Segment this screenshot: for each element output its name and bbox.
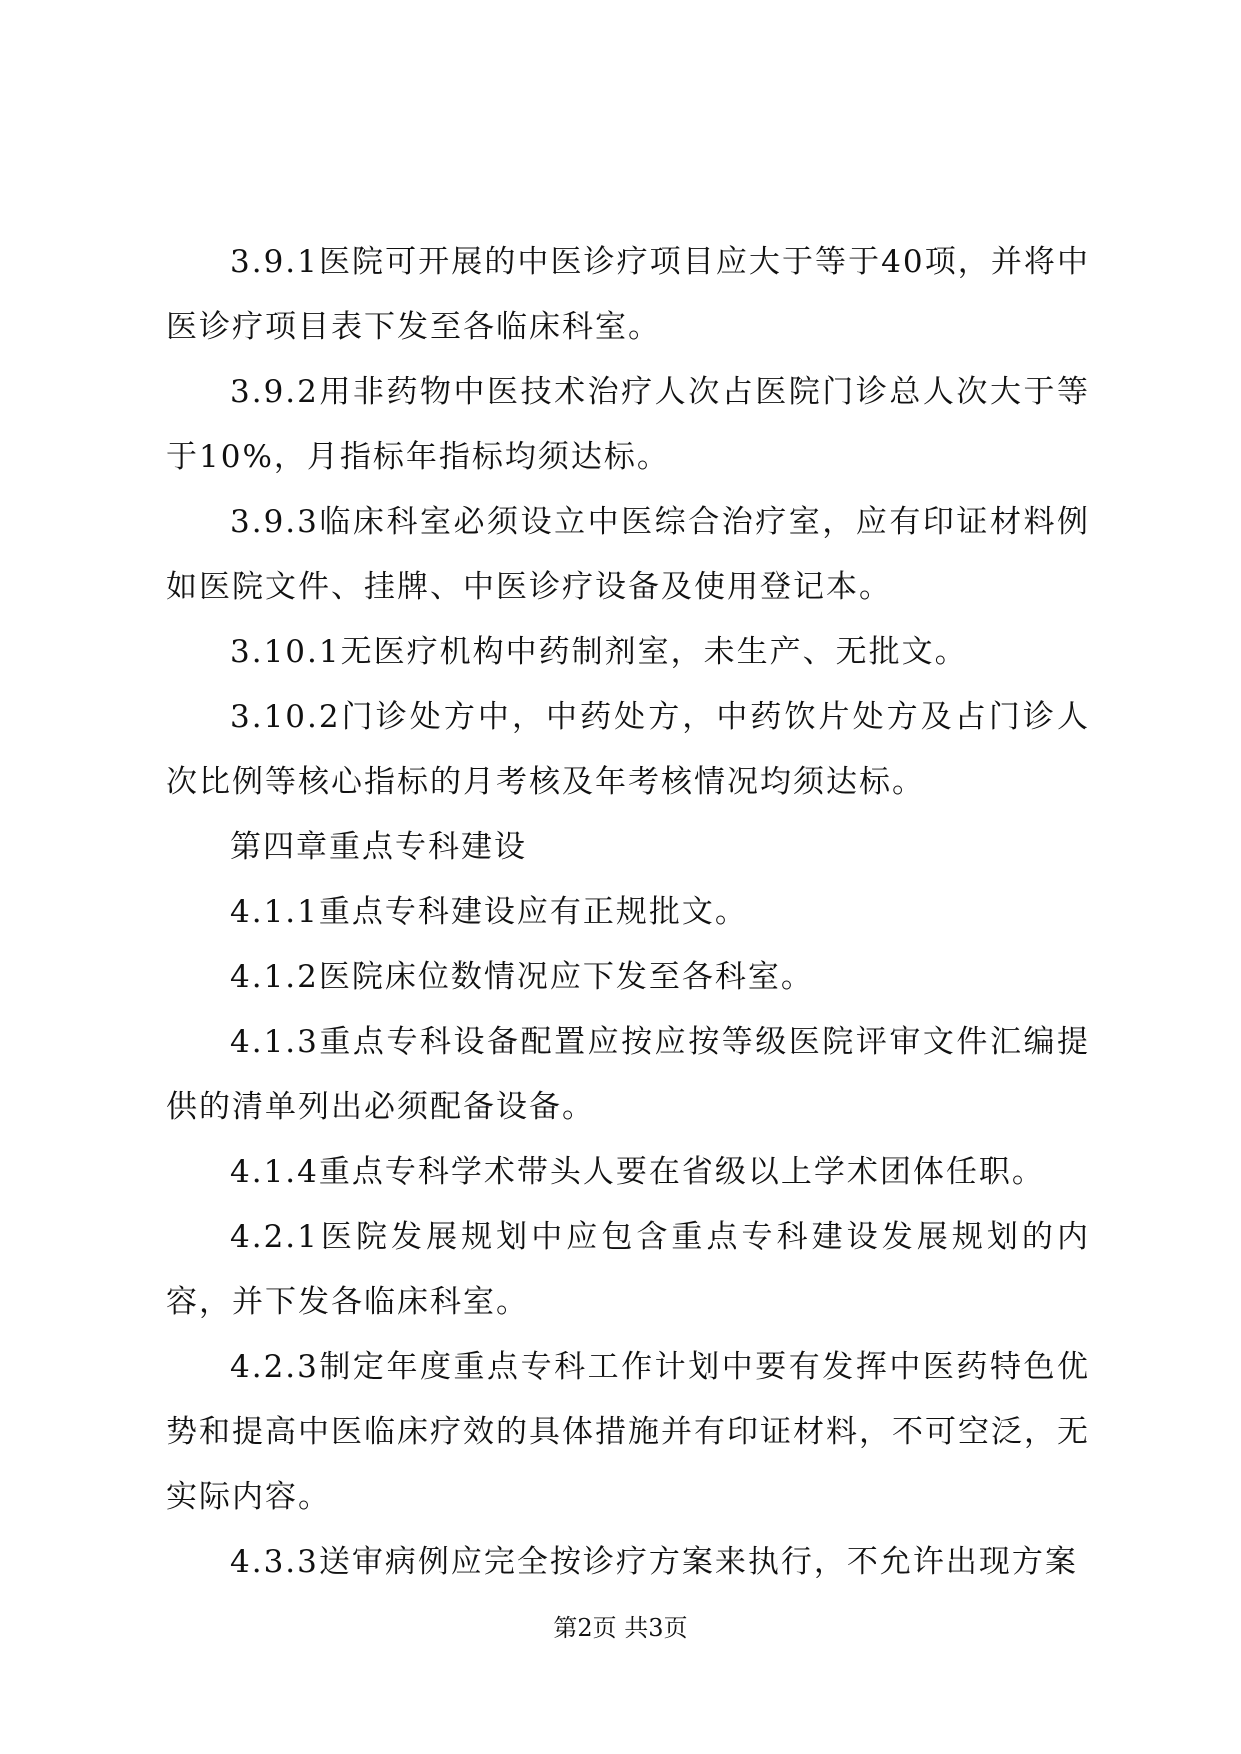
paragraph-3-9-3: 3.9.3临床科室必须设立中医综合治疗室，应有印证材料例如医院文件、挂牌、中医诊疗设备及使用登记本。 (166, 504, 1090, 605)
paragraph-4-1-3: 4.1.3重点专科设备配置应按应按等级医院评审文件汇编提供的清单列出必须配备设备。 (166, 1024, 1090, 1125)
paragraph-3-9-1: 3.9.1医院可开展的中医诊疗项目应大于等于40项，并将中医诊疗项目表下发至各临床科室。 (166, 244, 1090, 345)
paragraph-3-9-2: 3.9.2用非药物中医技术治疗人次占医院门诊总人次大于等于10%，月指标年指标均须达标。 (166, 374, 1090, 475)
document-body (166, 230, 1090, 1595)
paragraph-4-1-4: 4.1.4重点专科学术带头人要在省级以上学术团体任职。 (230, 1154, 1045, 1190)
paragraph-4-3-3: 4.3.3送审病例应完全按诊疗方案来执行，不允许出现方案 (230, 1544, 1078, 1580)
paragraph-4-1-1: 4.1.1重点专科建设应有正规批文。 (230, 894, 748, 930)
page-number-footer: 第2页 共3页 (553, 1614, 688, 1642)
paragraph-4-2-3: 4.2.3制定年度重点专科工作计划中要有发挥中医药特色优势和提高中医临床疗效的具体措施并有印证材料，不可空泛，无实际内容。 (166, 1349, 1090, 1515)
chapter-heading: 第四章重点专科建设 (230, 829, 527, 865)
paragraph-4-2-1: 4.2.1医院发展规划中应包含重点专科建设发展规划的内容，并下发各临床科室。 (166, 1219, 1090, 1320)
paragraph-3-10-2: 3.10.2门诊处方中，中药处方，中药饮片处方及占门诊人次比例等核心指标的月考核及年考核情况均须达标。 (166, 699, 1090, 800)
paragraph-3-10-1: 3.10.1无医疗机构中药制剂室，未生产、无批文。 (230, 634, 968, 670)
paragraph-4-1-2: 4.1.2医院床位数情况应下发至各科室。 (230, 959, 814, 995)
